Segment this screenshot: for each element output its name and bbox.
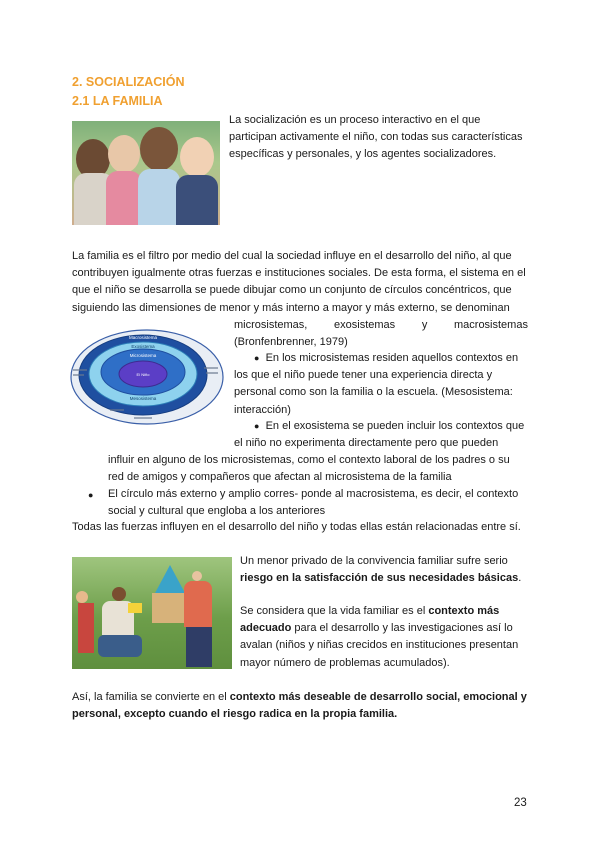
term-exosistemas: exosistemas (334, 319, 396, 331)
bullet-exosistema-top: ● En el exosistema se pueden incluir los contextos que el niño no experimenta directamente pero que pueden (234, 420, 525, 450)
term-microsistemas: microsistemas, (234, 319, 308, 331)
section-heading: 2. SOCIALIZACIÓN (72, 75, 185, 89)
diagram-label-exo: Exosistema (131, 344, 155, 349)
page-number: 23 (514, 797, 527, 809)
diagram-label-meso: Mesosistema (129, 396, 157, 401)
diagram-label-macro: Macrosistema (128, 335, 158, 340)
conclusion-paragraph: Así, la familia se convierte en el contexto más deseable de desarrollo social, emocional y personal, excepto cuando el riesgo radica en la propia familia. (72, 691, 527, 721)
children-photo (72, 121, 220, 225)
diagram-label-micro: Microsistema (129, 353, 157, 358)
bullet-icon: ● (254, 421, 260, 431)
micro-exo-macro-terms (234, 317, 528, 351)
bullet-macro-icon: ● (88, 490, 94, 500)
summary-line: Todas las fuerzas influyen en el desarrollo del niño y todas ellas están relacionadas entre sí. (72, 521, 521, 533)
bullet-exosistema-cont: influir en alguno de los microsistemas, como el contexto laboral de los padres o su red de amigos y compañeros que afectan al microsistema de la familia (108, 454, 510, 484)
subsection-heading: 2.1 LA FAMILIA (72, 94, 163, 108)
diagram-label-child: El Niño (136, 372, 150, 377)
citation: (Bronfenbrenner, 1979) (234, 336, 348, 349)
bronfenbrenner-diagram (70, 329, 224, 425)
context-paragraph: Se considera que la vida familiar es el contexto más adecuado para el desarrollo y las investigaciones así lo avalan (niños y niñas crecidos en instituciones presentan mayor número de problemas acumulados). (240, 605, 519, 669)
bullet-icon: ● (254, 353, 260, 363)
term-y: y (421, 319, 428, 331)
family-paragraph: La familia es el filtro por medio del cual la sociedad influye en el desarrollo del niño, al que contribuyen igualmente otras fuerzas e instituciones sociales. De esta forma, el sistema en el que el niño se desarrolla se puede dibujar como un conjunto de círculos concéntricos, que siguiendo las dimensiones de menor y más interno a mayor y más externo, se denominan (72, 250, 526, 314)
intro-paragraph: La socialización es un proceso interactivo en el que participan activamente el niño, con todas sus características específicas y personales, y los agentes socializadores. (229, 114, 523, 161)
deprivation-paragraph: Un menor privado de la convivencia familiar sufre serio riesgo en la satisfacción de sus necesidades básicas. (240, 555, 522, 585)
bullet-macrosistema: El círculo más externo y amplio corres- ponde al macrosistema, es decir, el contexto social y cultural que engloba a los anteriores (108, 488, 519, 518)
family-photo (72, 557, 232, 669)
bullet-microsistemas: ● En los microsistemas residen aquellos contextos en los que el niño puede tener una experiencia directa y personal como son la familia o la escuela. (Mesosistema: interacción) (234, 352, 519, 416)
term-macrosistemas: macrosistemas (454, 319, 528, 331)
